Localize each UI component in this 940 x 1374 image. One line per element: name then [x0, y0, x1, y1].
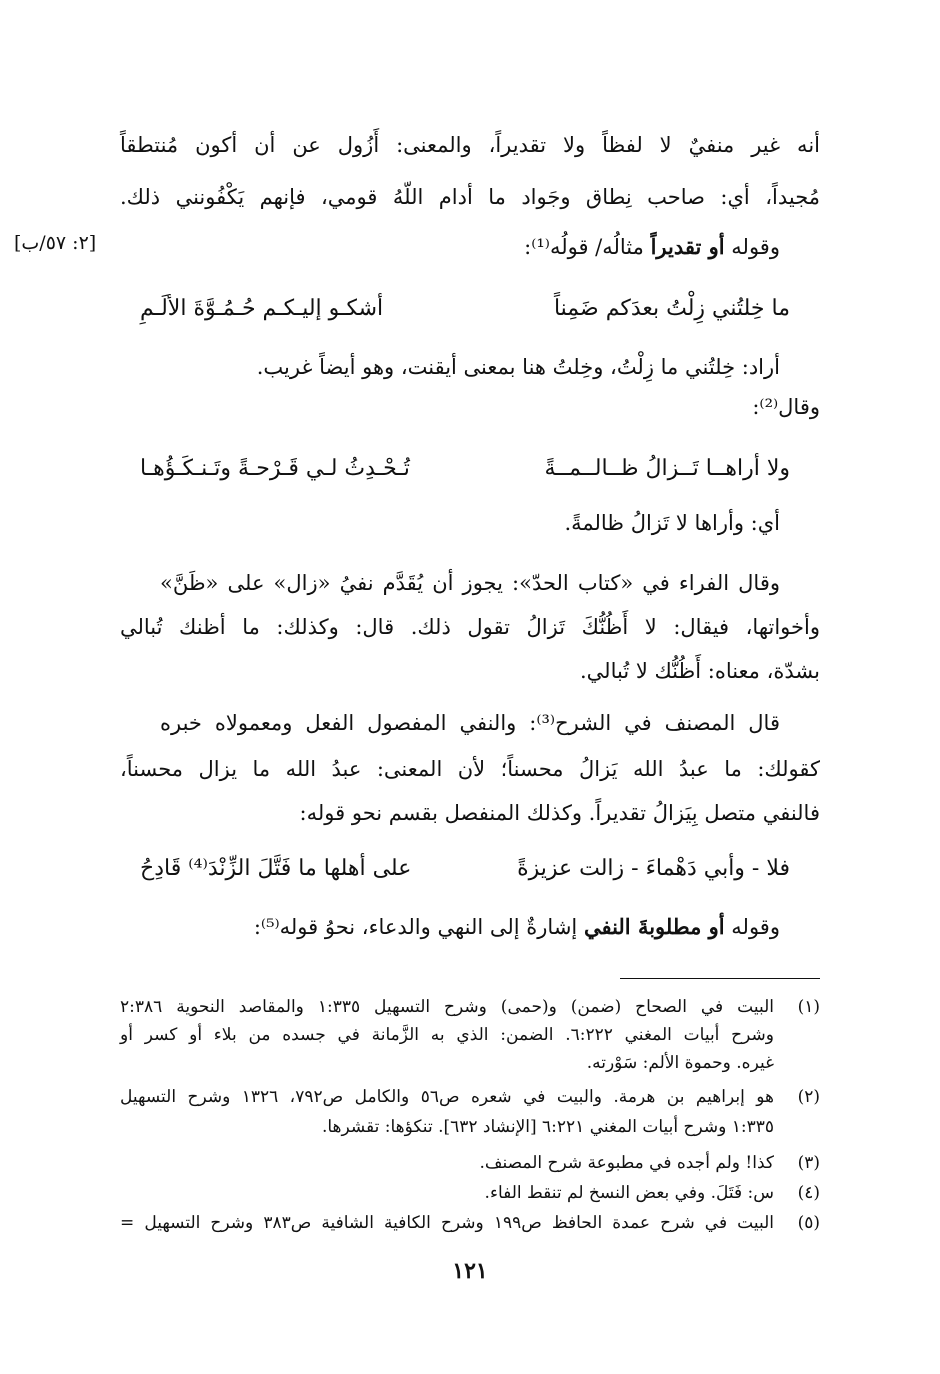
footnote-line: وشرح أبيات المغني ٦:٢٢٢. الضمن: الذي به الزَّمانة في جسده من بلاء أو كسر أو — [120, 1025, 774, 1045]
line3-text: وقوله — [724, 235, 780, 259]
body-line-5: وقال⁽²⁾: — [752, 395, 820, 419]
footnote-line: البيت في شرح عمدة الحافظ ص١٩٩ وشرح الكافية الشافية ص٣٨٣ وشرح التسهيل = — [120, 1213, 775, 1233]
body-line-9: بشدّة، معناه: أَظُنُّك لا تُبالي. — [580, 659, 820, 683]
body-line-12: فالنفي متصل بِيَزالُ تقديراً. وكذلك المنفصل بقسم نحو قوله: — [299, 801, 820, 825]
body-line-10: قال المصنف في الشرح⁽³⁾: والنفي المفصول الفعل ومعمولاه خبره — [160, 711, 780, 735]
line13-text: وقوله — [724, 915, 780, 939]
line3-rest: مثالُه/ قولُه⁽¹⁾: — [524, 235, 651, 259]
footnote-separator — [620, 978, 820, 979]
footnote-number: (٣) — [797, 1153, 820, 1173]
footnote-number: (٥) — [797, 1213, 820, 1233]
verse-3-first-hemistich: فلا - وأبي دَهْماءَ - زالت عزيزةً — [517, 856, 790, 881]
body-line-6: أي: وأراها لا تَزالُ ظالمةً. — [564, 511, 780, 535]
footnotes — [120, 994, 820, 1244]
body-line-7: وقال الفراء في «كتاب الحدّ»: يجوز أن يُقَدَّم نفيُ «زال» على «ظَنَّ» — [160, 571, 780, 595]
verse-3-second-hemistich: على أهلها ما فَتَّلَ الزِّنْدَ⁽⁴⁾ قَادِحُ — [140, 856, 412, 881]
body-line-3 — [160, 232, 820, 262]
line3-bold-term: أو تقديراً — [650, 234, 725, 259]
body-line-2: مُجيداً، أي: صاحب نِطاق وجَواد ما أدام اللّهُ قومي، فإنهم يَكْفُونني ذلك. — [120, 185, 820, 209]
verse-2-first-hemistich: ولا أراهــا تَــزالُ ظــالــمــةً — [544, 456, 790, 481]
footnote-line: هو إبراهيم بن هرمة. والبيت في شعره ص٥٦ والكامل ص٧٩٢، ١٣٢٦ وشرح التسهيل — [120, 1087, 775, 1107]
verse-1 — [140, 292, 790, 326]
verse-2-second-hemistich: تُـحْـدِثُ لـي قَـرْحـةً وتَـنـكَـؤُهـا — [140, 456, 410, 481]
verse-1-first-hemistich: ما خِلتُني زِلْتُ بعدَكم ضَمِناً — [553, 296, 790, 321]
body-line-11: كقولك: ما عبدُ الله يَزالُ محسناً؛ لأن المعنى: عبدُ الله ما يزال محسناً، — [120, 757, 820, 781]
verse-1-second-hemistich: أشكـو إليـكـم حُـمُـوَّةَ الألَـمِ — [140, 296, 384, 321]
footnote-number: (٢) — [797, 1087, 820, 1107]
verse-3 — [140, 852, 790, 886]
footnote-number: (٤) — [797, 1183, 820, 1203]
footnote-line: كذا! ولم أجده في مطبوعة شرح المصنف. — [479, 1153, 774, 1173]
line13-rest: إشارةٌ إلى النهي والدعاء، نحوُ قوله⁽⁵⁾: — [253, 915, 584, 939]
page-number: ١٢١ — [452, 1258, 488, 1284]
verse-2 — [140, 452, 790, 486]
line13-bold-term: أو مطلوبةَ النفي — [583, 914, 725, 939]
footnote-line: ١:٣٣٥ وشرح أبيات المغني ٦:٢٢١ [الإنشاد ٦٣٢]. تنكؤها: تقشرها. — [321, 1117, 774, 1137]
footnote-line: س: فَتَلَ. وفي بعض النسخ لم تنقط الفاء. — [484, 1183, 774, 1203]
footnote-number: (١) — [797, 997, 820, 1017]
footnote-line: غيره. وحموة الألم: سَوْرته. — [586, 1053, 774, 1073]
body-line-13 — [160, 912, 820, 942]
body-line-1: أنه غير منفيٌ لا لفظاً ولا تقديراً، والمعنى: أَزُول عن أن أكون مُنتطقاً — [120, 133, 820, 157]
body-line-4: أراد: خِلتُني ما زِلْتُ، وخِلتُ هنا بمعنى أيقنت، وهو أيضاً غريب. — [256, 355, 780, 379]
manuscript-folio-reference: [٢: ٥٧/ب] — [14, 232, 97, 254]
footnote-line: البيت في الصحاح (ضمن) و(حمى) وشرح التسهيل ١:٣٣٥ والمقاصد النحوية ٢:٣٨٦ — [120, 997, 774, 1017]
body-line-8: وأخواتها، فيقال: لا أَظُنُّكَ تَزالُ تقول ذلك. قال: وكذلك: ما أظنك تُبالي — [120, 615, 820, 639]
